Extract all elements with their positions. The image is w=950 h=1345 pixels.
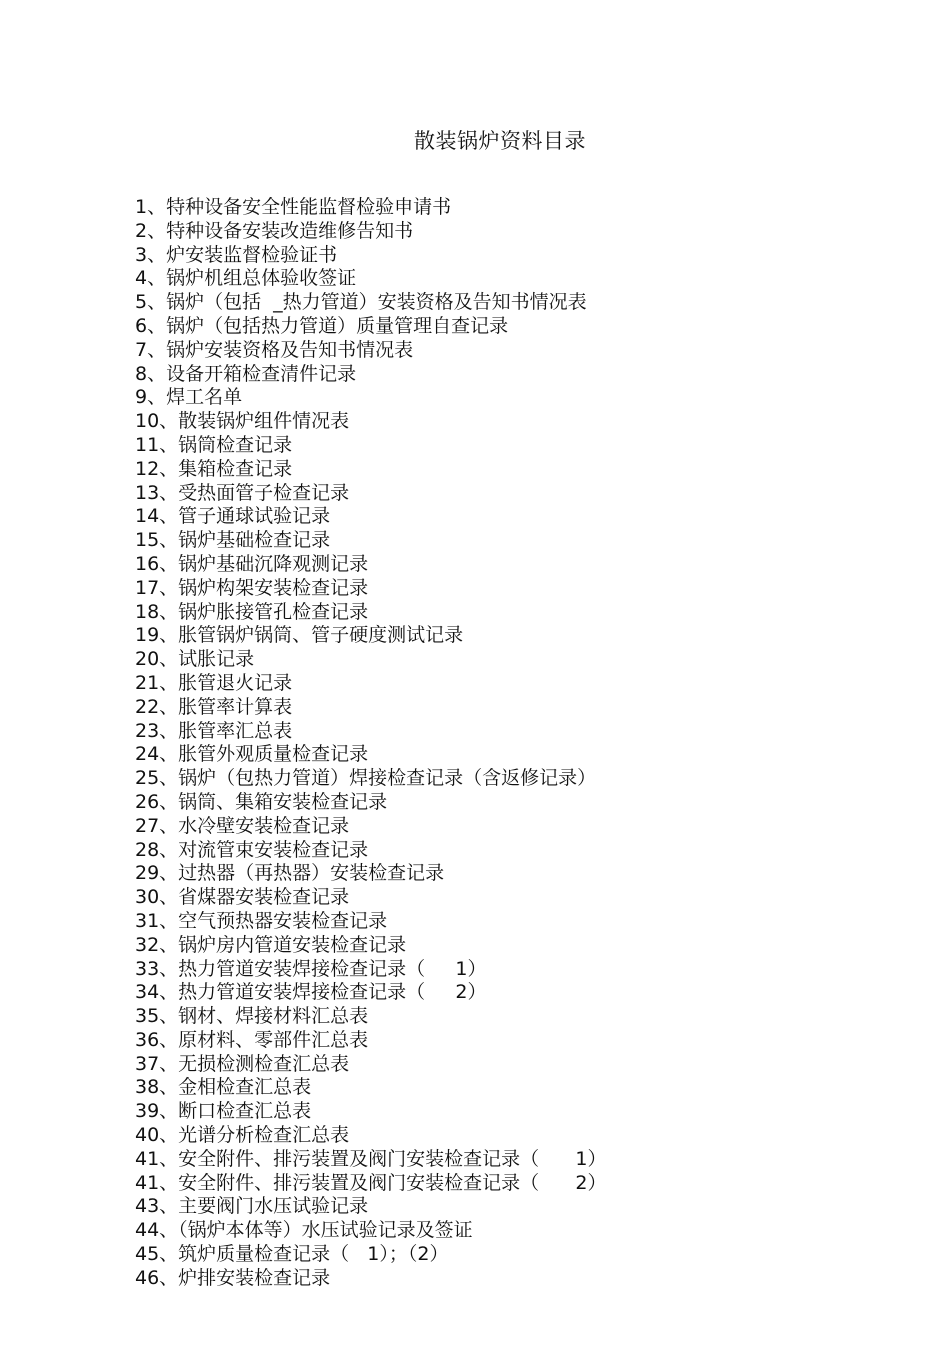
toc-item: 19、胀管锅炉锅筒、管子硬度测试记录	[135, 624, 464, 647]
toc-item: 21、胀管退火记录	[135, 671, 293, 694]
toc-item: 13、受热面管子检查记录	[135, 481, 350, 504]
toc-item: 20、试胀记录	[135, 648, 255, 671]
toc-item: 36、原材料、零部件汇总表	[135, 1028, 369, 1051]
toc-list	[135, 196, 607, 1291]
toc-item: 41、安全附件、排污装置及阀门安装检查记录（ 1）	[135, 1147, 607, 1170]
toc-item: 22、胀管率计算表	[135, 695, 293, 718]
toc-item: 25、锅炉（包热力管道）焊接检查记录（含返修记录）	[135, 767, 597, 790]
toc-item: 16、锅炉基础沉降观测记录	[135, 552, 369, 575]
toc-item: 35、钢材、焊接材料汇总表	[135, 1005, 369, 1028]
toc-item: 1、特种设备安全性能监督检验申请书	[135, 196, 452, 218]
toc-item: 40、光谱分析检查汇总表	[135, 1124, 350, 1147]
toc-item: 33、热力管道安装焊接检查记录（ 1）	[135, 957, 487, 980]
toc-item: 6、锅炉（包括热力管道）质量管理自查记录	[135, 314, 509, 337]
toc-item: 24、胀管外观质量检查记录	[135, 743, 369, 766]
toc-item: 18、锅炉胀接管孔检查记录	[135, 600, 369, 623]
toc-item: 43、主要阀门水压试验记录	[135, 1195, 369, 1218]
toc-item: 44、（锅炉本体等）水压试验记录及签证	[135, 1219, 473, 1242]
toc-item: 9、焊工名单	[135, 386, 243, 409]
toc-item: 12、集箱检查记录	[135, 457, 293, 480]
toc-item: 23、胀管率汇总表	[135, 719, 293, 742]
toc-item: 37、无损检测检查汇总表	[135, 1052, 350, 1075]
document-title: 散装锅炉资料目录	[414, 129, 586, 153]
toc-item: 41、安全附件、排污装置及阀门安装检查记录（ 2）	[135, 1171, 607, 1194]
toc-item: 15、锅炉基础检查记录	[135, 529, 331, 552]
toc-item: 46、炉排安装检查记录	[135, 1266, 331, 1289]
toc-item: 31、空气预热器安装检查记录	[135, 909, 388, 932]
toc-item: 29、过热器（再热器）安装检查记录	[135, 862, 445, 885]
toc-item: 5、锅炉（包括 _热力管道）安装资格及告知书情况表	[135, 291, 587, 314]
toc-item: 27、水冷壁安装检查记录	[135, 814, 350, 837]
toc-item: 17、锅炉构架安装检查记录	[135, 576, 369, 599]
toc-item: 38、金相检查汇总表	[135, 1076, 312, 1099]
toc-item: 32、锅炉房内管道安装检查记录	[135, 933, 407, 956]
toc-item: 14、管子通球试验记录	[135, 505, 331, 528]
toc-item: 30、省煤器安装检查记录	[135, 886, 350, 909]
toc-item: 39、断口检查汇总表	[135, 1100, 312, 1123]
toc-item: 11、锅筒检查记录	[135, 433, 293, 456]
toc-item: 28、对流管束安装检查记录	[135, 838, 369, 861]
toc-item: 3、炉安装监督检验证书	[135, 243, 338, 266]
toc-item: 10、散装锅炉组件情况表	[135, 410, 350, 433]
toc-item: 7、锅炉安装资格及告知书情况表	[135, 338, 414, 361]
toc-item: 26、锅筒、集箱安装检查记录	[135, 790, 388, 813]
toc-item: 2、特种设备安装改造维修告知书	[135, 219, 414, 242]
toc-item: 45、筑炉质量检查记录（ 1）；（2）	[135, 1243, 449, 1266]
toc-item: 34、热力管道安装焊接检查记录（ 2）	[135, 981, 487, 1004]
toc-item: 8、设备开箱检查清件记录	[135, 362, 357, 385]
toc-item: 4、锅炉机组总体验收签证	[135, 267, 357, 290]
